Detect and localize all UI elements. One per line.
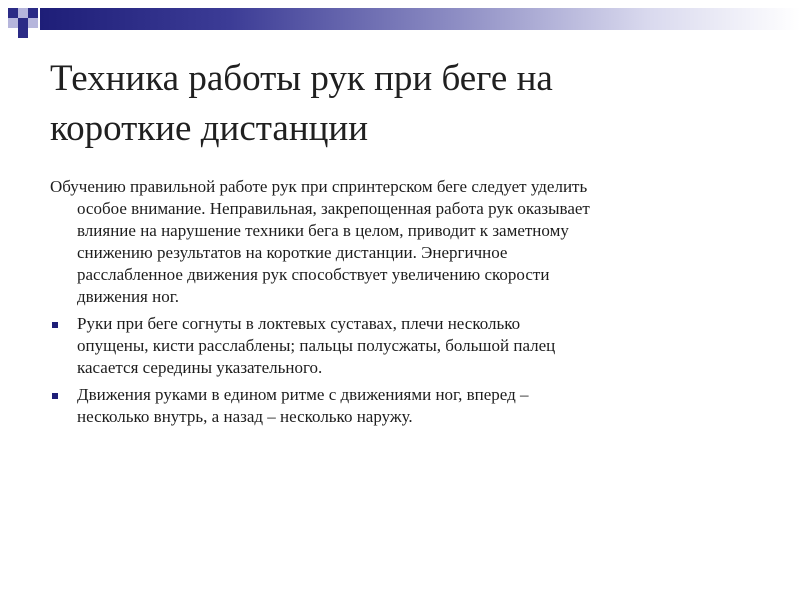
decor-square: [28, 8, 38, 18]
bullet-text: [77, 384, 750, 428]
decor-square: [8, 18, 18, 28]
intro-line: расслабленное движения рук способствует увеличению скорости: [77, 265, 550, 284]
decor-square: [18, 8, 28, 18]
bullet-square-icon: [52, 393, 58, 399]
decor-square: [8, 8, 18, 18]
decor-square: [18, 18, 28, 28]
slide-title: [50, 54, 750, 154]
bullet-line: несколько внутрь, а назад – несколько наружу.: [77, 407, 413, 426]
header-gradient-bar: [40, 8, 800, 30]
header-decoration: [0, 0, 800, 44]
decor-square: [28, 18, 38, 28]
bullet-line: опущены, кисти расслаблены; пальцы полусжаты, большой палец: [77, 336, 556, 355]
intro-line: особое внимание. Неправильная, закрепощенная работа рук оказывает: [77, 199, 590, 218]
slide-title-line: короткие дистанции: [50, 108, 369, 149]
bullet-line: Руки при беге согнуты в локтевых суставах, плечи несколько: [77, 314, 521, 333]
bullet-line: Движения руками в едином ритме с движениями ног, вперед –: [77, 385, 529, 404]
bullet-item: [50, 313, 750, 379]
bullet-line: касается середины указательного.: [77, 358, 323, 377]
intro-line: влияние на нарушение техники бега в целом, приводит к заметному: [77, 221, 569, 240]
intro-line: снижению результатов на короткие дистанции. Энергичное: [77, 243, 508, 262]
slide-title-line: Техника работы рук при беге на: [50, 58, 553, 99]
decor-square: [18, 28, 28, 38]
intro-paragraph: [50, 176, 750, 308]
bullet-item: [50, 384, 750, 428]
bullet-square-icon: [52, 322, 58, 328]
bullet-text: [77, 313, 750, 379]
intro-line: движения ног.: [77, 287, 180, 306]
intro-line: Обучению правильной работе рук при спринтерском беге следует уделить: [50, 177, 588, 196]
slide-content: [50, 176, 750, 433]
